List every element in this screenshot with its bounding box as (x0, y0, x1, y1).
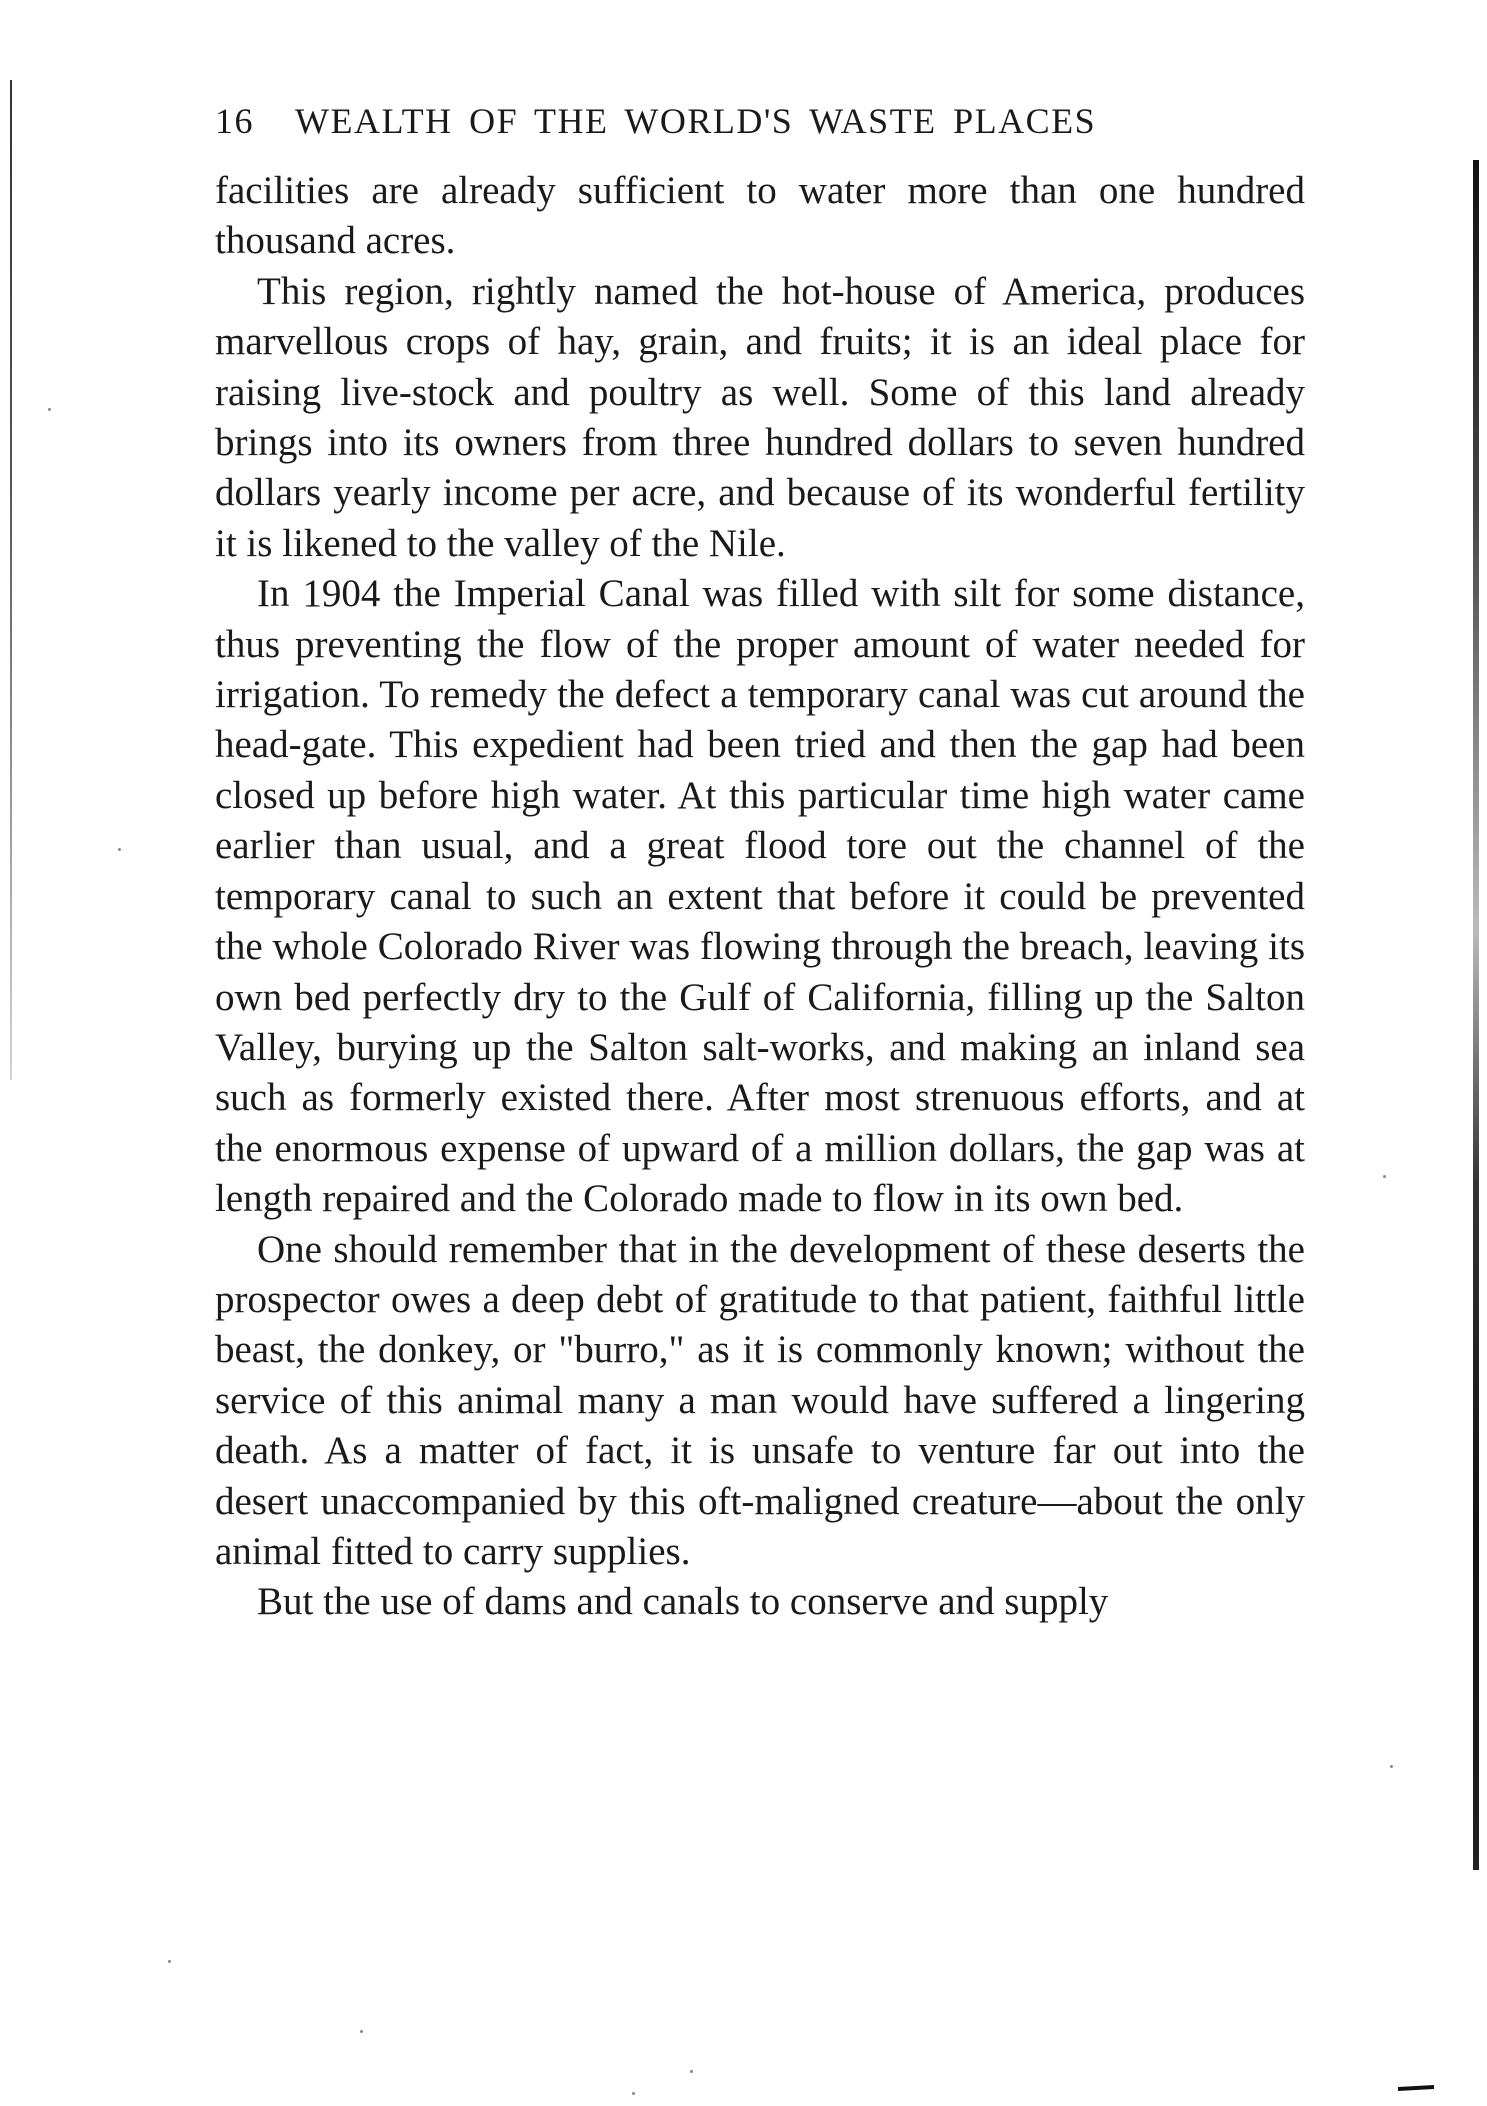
scan-speck (118, 848, 121, 851)
scan-speck (48, 408, 51, 411)
book-page (215, 96, 1305, 1628)
paragraph: But the use of dams and canals to conserve and supply (257, 1580, 1109, 1624)
paragraph: This region, rightly named the hot-house of America, produces marvellous crops of hay, grain, and fruits; it is an ideal place for raising live-stock and poultry as well. Some of this land already brings into its owners from three hundred dollars to seven hundred dollars yearly income per acre, and because of its wonderful fertility it is likened to the valley of the Nile. (215, 269, 1305, 565)
scan-speck (690, 2070, 693, 2073)
paragraph: facilities are already sufficient to water more than one hundred thousand acres. (215, 169, 1305, 263)
running-head (215, 96, 1305, 146)
scan-speck (632, 2092, 635, 2095)
scan-speck (1383, 1175, 1386, 1178)
scan-speck (1390, 1765, 1393, 1768)
scan-edge-left (10, 80, 12, 1080)
page-number: 16 (215, 101, 254, 141)
running-title: WEALTH OF THE WORLD'S WASTE PLACES (295, 101, 1097, 141)
scan-edge-mark (1398, 2085, 1434, 2091)
scan-speck (168, 1960, 171, 1963)
scan-edge-right (1473, 160, 1479, 1870)
paragraph: In 1904 the Imperial Canal was filled with silt for some distance, thus preventing the flow of the proper amount of water needed for irrigation. To remedy the defect a temporary canal was cut around the head-gate. This expedient had been tried and then the gap had been closed up before high water. At this particular time high water came earlier than usual, and a great flood tore out the channel of the temporary canal to such an extent that before it could be prevented the whole Colorado River was flowing through the breach, leaving its own bed perfectly dry to the Gulf of California, filling up the Salton Valley, burying up the Salton salt-works, and making an inland sea such as formerly existed there. After most strenuous efforts, and at the enormous expense of upward of a million dollars, the gap was at length repaired and the Colorado made to flow in its own bed. (215, 572, 1305, 1221)
body-text (215, 166, 1305, 1628)
scan-speck (360, 2030, 363, 2033)
paragraph: One should remember that in the development of these deserts the prospector owes a deep debt of gratitude to that patient, faithful little beast, the donkey, or "burro," as it is commonly known; without the service of this animal many a man would have suffered a lingering death. As a matter of fact, it is unsafe to venture far out into the desert unaccompanied by this oft-maligned creature—about the only animal fitted to carry supplies. (215, 1227, 1305, 1573)
